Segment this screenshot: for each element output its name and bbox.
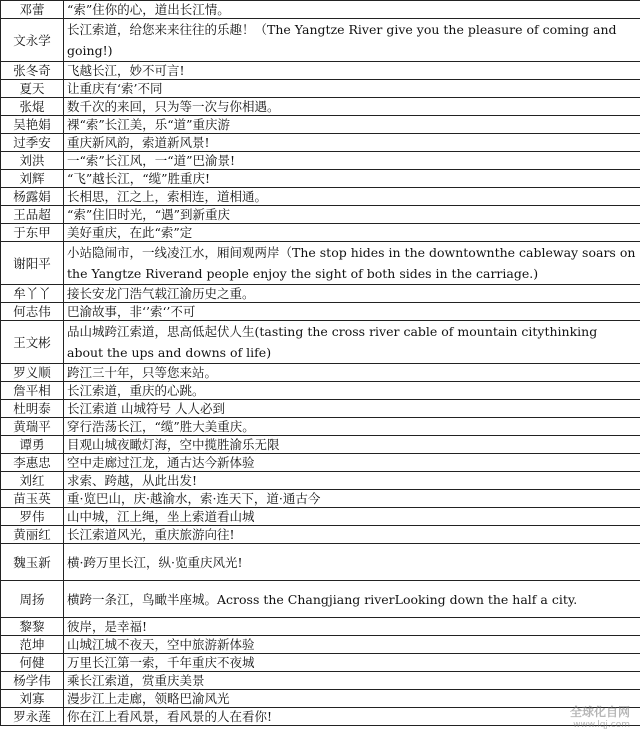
table-row bbox=[1, 418, 640, 436]
author-name-cell: 牟丫丫 bbox=[1, 285, 64, 303]
slogan-text-cell: 小站隐闹市，一线凌江水，厢间观两岸（The stop hides in the downtownthe cableway soars on the Yangtze Riverand people enjoy the sight of both sides in the carriage.) bbox=[64, 242, 640, 285]
table-row bbox=[1, 544, 640, 581]
slogan-text-cell: 山中城，江上绳，坐上索道看山城 bbox=[64, 508, 640, 526]
author-name-cell: 黄丽红 bbox=[1, 526, 64, 544]
slogan-text-cell: 你在江上看风景，看风景的人在看你! bbox=[64, 708, 640, 726]
author-name-cell: 黎黎 bbox=[1, 618, 64, 636]
table-row bbox=[1, 436, 640, 454]
table-row bbox=[1, 152, 640, 170]
slogan-text-cell: 横跨一条江，鸟瞰半座城。Across the Changjiang riverLooking down the half a city. bbox=[64, 581, 640, 618]
slogan-text-cell: 万里长江第一索，千年重庆不夜城 bbox=[64, 654, 640, 672]
table-row bbox=[1, 19, 640, 62]
author-name-cell: 过季安 bbox=[1, 134, 64, 152]
table-row bbox=[1, 242, 640, 285]
author-name-cell: 范坤 bbox=[1, 636, 64, 654]
slogan-text-cell: 长江索道，重庆的心跳。 bbox=[64, 382, 640, 400]
slogan-text-cell: 一“索”长江风，一“道”巴渝景! bbox=[64, 152, 640, 170]
table-row bbox=[1, 80, 640, 98]
author-name-cell: 文永学 bbox=[1, 19, 64, 62]
table-row bbox=[1, 1, 640, 19]
author-name-cell: 何志伟 bbox=[1, 303, 64, 321]
author-name-cell: 夏天 bbox=[1, 80, 64, 98]
slogan-text-cell: 目观山城夜瞰灯海，空中揽胜渝乐无限 bbox=[64, 436, 640, 454]
author-name-cell: 罗义顺 bbox=[1, 364, 64, 382]
watermark-url: www.lqj.com bbox=[573, 720, 630, 730]
slogan-text-cell: 重·览巴山，庆·越渝水，索·连天下，道·通古今 bbox=[64, 490, 640, 508]
slogan-text-cell: 品山城跨江索道，思高低起伏人生(tasting the cross river cable of mountain citythinking about the ups and downs of life) bbox=[64, 321, 640, 364]
author-name-cell: 何健 bbox=[1, 654, 64, 672]
slogan-text-cell: 重庆新风韵，索道新风景! bbox=[64, 134, 640, 152]
slogan-text-cell: 跨江三十年，只等您来站。 bbox=[64, 364, 640, 382]
author-name-cell: 罗永莲 bbox=[1, 708, 64, 726]
author-name-cell: 张冬奇 bbox=[1, 62, 64, 80]
author-name-cell: 吴艳娟 bbox=[1, 116, 64, 134]
table-row bbox=[1, 581, 640, 618]
table-row bbox=[1, 98, 640, 116]
table-row bbox=[1, 170, 640, 188]
author-name-cell: 杨学伟 bbox=[1, 672, 64, 690]
slogan-text-cell: 飞越长江，妙不可言! bbox=[64, 62, 640, 80]
slogan-text-cell: 乘长江索道，赏重庆美景 bbox=[64, 672, 640, 690]
slogan-text-cell: 穿行浩荡长江，“缆”胜大美重庆。 bbox=[64, 418, 640, 436]
slogan-text-cell: 美好重庆，在此“索”定 bbox=[64, 224, 640, 242]
slogan-text-cell: 横·跨万里长江，纵·览重庆风光! bbox=[64, 544, 640, 581]
slogan-text-cell: “飞”越长江，“缆”胜重庆! bbox=[64, 170, 640, 188]
watermark-title: 全球化自网 bbox=[569, 705, 630, 719]
table-row bbox=[1, 672, 640, 690]
slogan-text-cell: 空中走廊过江龙，通古达今新体验 bbox=[64, 454, 640, 472]
slogan-text-cell: 长江索道，给您来来往往的乐趣！（The Yangtze River give you the pleasure of coming and going!) bbox=[64, 19, 640, 62]
slogan-text-cell: 巴渝故事，非‘’索‘’不可 bbox=[64, 303, 640, 321]
table-row bbox=[1, 454, 640, 472]
slogan-text-cell: 接长安龙门浩气载江渝历史之重。 bbox=[64, 285, 640, 303]
table-row bbox=[1, 285, 640, 303]
slogan-text-cell: 长相思，江之上，索相连，道相通。 bbox=[64, 188, 640, 206]
author-name-cell: 杜明泰 bbox=[1, 400, 64, 418]
author-name-cell: 魏玉新 bbox=[1, 544, 64, 581]
table-row bbox=[1, 654, 640, 672]
slogan-text-cell: “索”住你的心，道出长江情。 bbox=[64, 1, 640, 19]
author-name-cell: 黄瑞平 bbox=[1, 418, 64, 436]
author-name-cell: 邓蕾 bbox=[1, 1, 64, 19]
author-name-cell: 刘寡 bbox=[1, 690, 64, 708]
table-row bbox=[1, 526, 640, 544]
watermark bbox=[570, 706, 630, 732]
author-name-cell: 罗伟 bbox=[1, 508, 64, 526]
table-row bbox=[1, 188, 640, 206]
author-name-cell: 刘红 bbox=[1, 472, 64, 490]
author-name-cell: 刘洪 bbox=[1, 152, 64, 170]
slogan-text-cell: 漫步江上走廊，领略巴渝风光 bbox=[64, 690, 640, 708]
author-name-cell: 谢阳平 bbox=[1, 242, 64, 285]
slogan-text-cell: 裸“索”长江美，乐“道”重庆游 bbox=[64, 116, 640, 134]
table-row bbox=[1, 134, 640, 152]
author-name-cell: 王文彬 bbox=[1, 321, 64, 364]
author-name-cell: 王品超 bbox=[1, 206, 64, 224]
table-row bbox=[1, 508, 640, 526]
author-name-cell: 谭勇 bbox=[1, 436, 64, 454]
table-row bbox=[1, 400, 640, 418]
table-row bbox=[1, 321, 640, 364]
author-name-cell: 张焜 bbox=[1, 98, 64, 116]
table-row bbox=[1, 490, 640, 508]
slogan-text-cell: 求索、跨越，从此出发! bbox=[64, 472, 640, 490]
slogan-text-cell: 长江索道 山城符号 人人必到 bbox=[64, 400, 640, 418]
table-row bbox=[1, 472, 640, 490]
table-row bbox=[1, 690, 640, 708]
table-row bbox=[1, 708, 640, 726]
table-row bbox=[1, 206, 640, 224]
slogan-table-body bbox=[1, 1, 640, 726]
table-row bbox=[1, 116, 640, 134]
author-name-cell: 苗玉英 bbox=[1, 490, 64, 508]
table-row bbox=[1, 224, 640, 242]
table-row bbox=[1, 62, 640, 80]
slogan-text-cell: 山城江城不夜天，空中旅游新体验 bbox=[64, 636, 640, 654]
slogan-text-cell: 长江索道风光，重庆旅游向往! bbox=[64, 526, 640, 544]
author-name-cell: 刘辉 bbox=[1, 170, 64, 188]
author-name-cell: 詹平相 bbox=[1, 382, 64, 400]
slogan-text-cell: 彼岸，是幸福! bbox=[64, 618, 640, 636]
table-row bbox=[1, 382, 640, 400]
author-name-cell: 杨露娟 bbox=[1, 188, 64, 206]
slogan-text-cell: “索”住旧时光，“遇”到新重庆 bbox=[64, 206, 640, 224]
table-row bbox=[1, 364, 640, 382]
table-row bbox=[1, 303, 640, 321]
table-row bbox=[1, 636, 640, 654]
author-name-cell: 于东甲 bbox=[1, 224, 64, 242]
author-name-cell: 周扬 bbox=[1, 581, 64, 618]
table-row bbox=[1, 618, 640, 636]
slogan-text-cell: 数千次的来回，只为等一次与你相遇。 bbox=[64, 98, 640, 116]
slogan-text-cell: 让重庆有‘索’不同 bbox=[64, 80, 640, 98]
author-name-cell: 李惠忠 bbox=[1, 454, 64, 472]
